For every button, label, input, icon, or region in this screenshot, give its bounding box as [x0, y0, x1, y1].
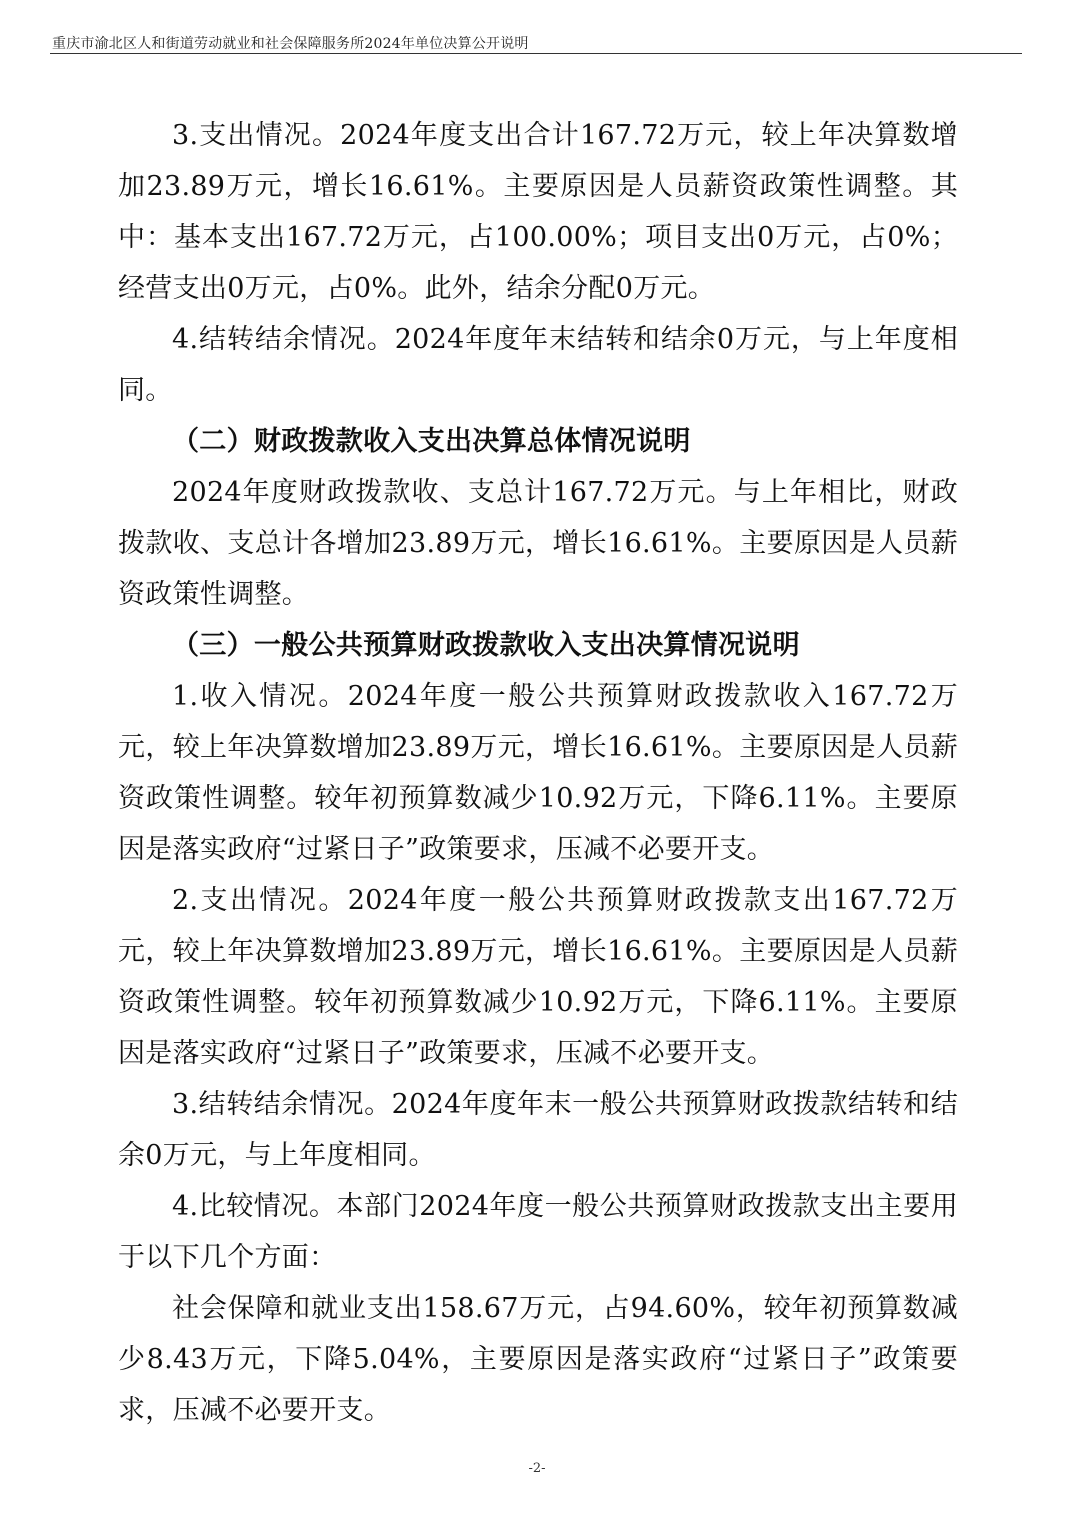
paragraph-social-security: 社会保障和就业支出158.67万元，占94.60%，较年初预算数减少8.43万元，下降5.04%，主要原因是落实政府“过紧日子”政策要求，压减不必要开支。 — [118, 1293, 958, 1426]
section-heading-3: （三）一般公共预算财政拨款收入支出决算情况说明 — [172, 630, 800, 661]
paragraph-general-income: 1.收入情况。2024年度一般公共预算财政拨款收入167.72万元，较上年决算数增加23.89万元，增长16.61%。主要原因是人员薪资政策性调整。较年初预算数减少10.92万元，下降6.11%。主要原因是落实政府“过紧日子”政策要求，压减不必要开支。 — [118, 681, 958, 865]
header-divider — [50, 53, 1022, 54]
paragraph-comparison: 4.比较情况。本部门2024年度一般公共预算财政拨款支出主要用于以下几个方面： — [118, 1191, 958, 1273]
paragraph-general-expenditure: 2.支出情况。2024年度一般公共预算财政拨款支出167.72万元，较上年决算数增加23.89万元，增长16.61%。主要原因是人员薪资政策性调整。较年初预算数减少10.92万元，下降6.11%。主要原因是落实政府“过紧日子”政策要求，压减不必要开支。 — [118, 885, 958, 1069]
document-header: 重庆市渝北区人和街道劳动就业和社会保障服务所2024年单位决算公开说明 — [52, 36, 529, 52]
document-body — [118, 110, 958, 1436]
section-heading-2: （二）财政拨款收入支出决算总体情况说明 — [172, 426, 691, 457]
paragraph-expenditure: 3.支出情况。2024年度支出合计167.72万元，较上年决算数增加23.89万元，增长16.61%。主要原因是人员薪资政策性调整。其中：基本支出167.72万元，占100.00%；项目支出0万元，占0%；经营支出0万元，占0%。此外，结余分配0万元。 — [118, 120, 958, 304]
paragraph-general-carryover: 3.结转结余情况。2024年度年末一般公共预算财政拨款结转和结余0万元，与上年度相同。 — [118, 1089, 958, 1171]
paragraph-fiscal-total: 2024年度财政拨款收、支总计167.72万元。与上年相比，财政拨款收、支总计各增加23.89万元，增长16.61%。主要原因是人员薪资政策性调整。 — [118, 477, 958, 610]
paragraph-carryover: 4.结转结余情况。2024年度年末结转和结余0万元，与上年度相同。 — [118, 324, 958, 406]
page-number: -2- — [528, 1461, 546, 1476]
